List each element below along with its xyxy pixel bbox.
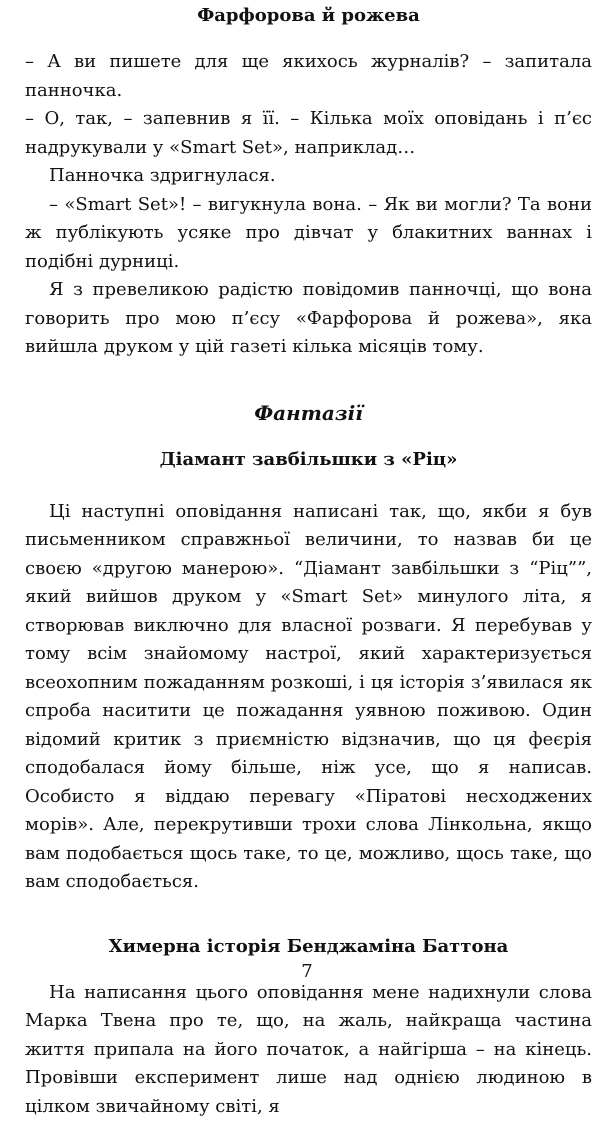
page-number: 7 xyxy=(0,960,614,984)
paragraph: На написання цього оповідання мене надихнули слова Марка Твена про те, що, на жаль, найкраща частина життя припала на його початок, а найгірша – на кінець. Провівши експеримент лише над однією людиною в цілком звичайному світі, я xyxy=(25,979,592,1121)
section-title-fantasies: Фантазії xyxy=(25,400,592,426)
paragraph: – О, так, – запевнив я її. – Кілька моїх оповідань і п’єс надрукували у «Smart Set», наприклад… xyxy=(25,105,592,162)
section-title-benjamin-button: Химерна історія Бенджаміна Баттона xyxy=(25,935,592,959)
paragraph: Ці наступні оповідання написані так, що, якби я був письменником справжньої величини, то назвав би це своєю «другою манерою». “Діамант завбільшки з “Ріц””, який вийшов друком у «Smart Set» минулого літа, я створював виключно для власної розваги. Я перебував у тому всім знайомому настрої, який характеризується всеохопним пожаданням розкоші, і ця історія з’явилася як спроба наситити це пожадання уявною поживою. Один відомий критик з приємністю відзначив, що ця феєрія сподобалася йому більше, ніж усе, що я написав. Особисто я віддаю перевагу «Піратові несходжених морів». Але, перекрутивши трохи слова Лінкольна, якщо вам подобається щось таке, то це, можливо, щось таке, що вам сподобається. xyxy=(25,498,592,897)
section-title-diamond: Діамант завбільшки з «Ріц» xyxy=(25,448,592,472)
paragraph: – «Smart Set»! – вигукнула вона. – Як ви могли? Та вони ж публікують усяке про дівчат у блакитних ваннах і подібні дурниці. xyxy=(25,191,592,277)
paragraph: Панночка здригнулася. xyxy=(25,162,592,191)
paragraph: – А ви пишете для ще якихось журналів? – запитала панночка. xyxy=(25,48,592,105)
section-title-china-blue: Фарфорова й рожева xyxy=(25,4,592,28)
paragraph: Я з превеликою радістю повідомив панночці, що вона говорить про мою п’єсу «Фарфорова й рожева», яка вийшла друком у цій газеті кілька місяців тому. xyxy=(25,276,592,362)
